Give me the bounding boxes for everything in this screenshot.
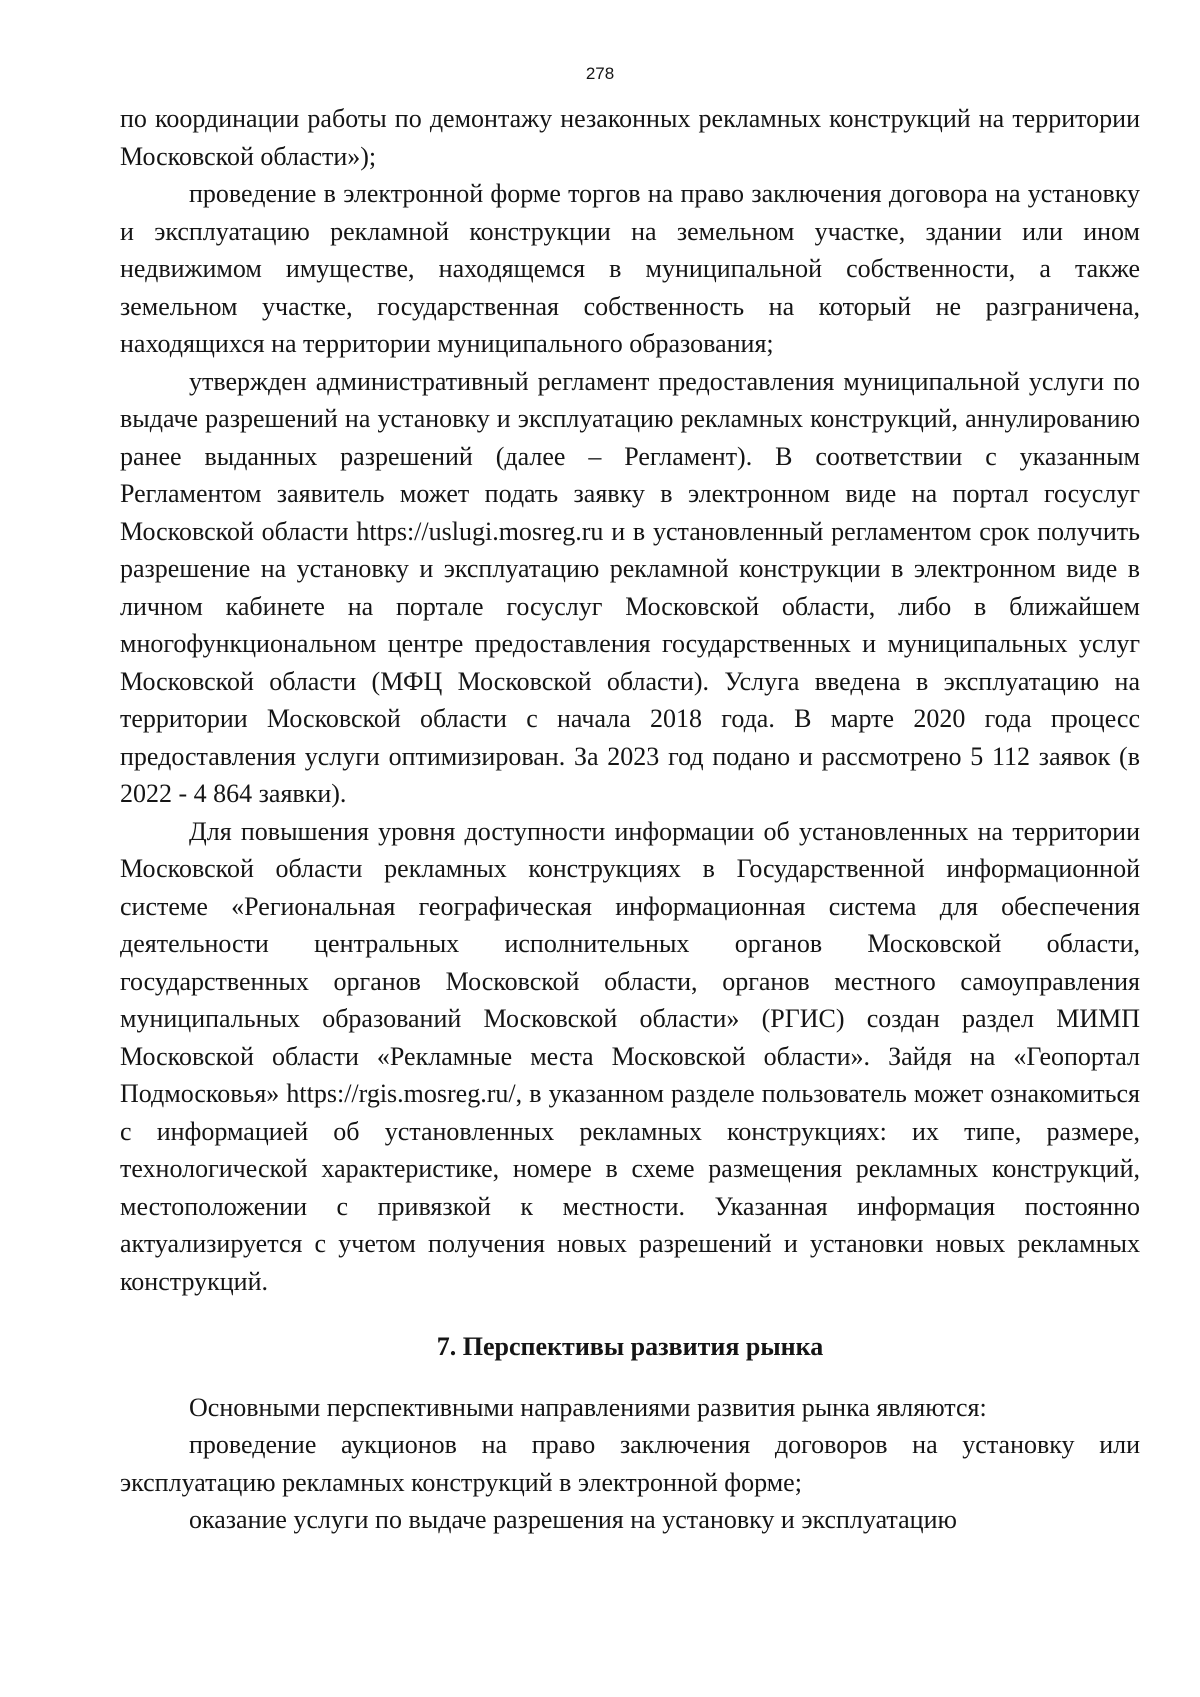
paragraph-perspectives-intro: Основными перспективными направлениями развития рынка являются: [189,1392,987,1422]
paragraph-permit-service: оказание услуги по выдаче разрешения на установку и эксплуатацию [189,1505,957,1534]
page-body [120,100,1140,1539]
page-number: 278 [585,64,615,83]
paragraph-rgis-geoportal: Для повышения уровня доступности информации об установленных на территории Московской области рекламных конструкциях в Государственной информационной системе «Региональная географическая информационная система для обеспечения деятельности центральных исполнительных органов Московской области, государственных органов Московской области, органов местного самоуправления муниципальных образований Московской области» (РГИС) создан раздел МИМП Московской области «Рекламные места Московской области». Зайдя на «Геопортал Подмосковья» https://rgis.mosreg.ru/, в указанном разделе пользователь может ознакомиться с информацией об установленных рекламных конструкциях: их типе, размере, технологической характеристике, номере в схеме размещения рекламных конструкций, местоположении с привязкой к местности. Указанная информация постоянно актуализируется с учетом получения новых разрешений и установки новых рекламных конструкций. [120,816,1140,1296]
section-heading: 7. Перспективы развития рынка [436,1332,824,1361]
paragraph-regulation: утвержден административный регламент предоставления муниципальной услуги по выдаче разрешений на установку и эксплуатацию рекламных конструкций, аннулированию ранее выданных разрешений (далее – Регламент). В соответствии с указанным Регламентом заявитель может подать заявку в электронном виде на портал госуслуг Московской области https://uslugi.mosreg.ru и в установленный регламентом срок получить разрешение на установку и эксплуатацию рекламной конструкции в электронном виде в личном кабинете на портале госуслуг Московской области, либо в ближайшем многофункциональном центре предоставления государственных и муниципальных услуг Московской области (МФЦ Московской области). Услуга введена в эксплуатацию на территории Московской области с начала 2018 года. В марте 2020 года процесс предоставления услуги оптимизирован. За 2023 год подано и рассмотрено 5 112 заявок (в 2022 - 4 864 заявки). [120,366,1140,808]
paragraph-electronic-tenders: проведение в электронной форме торгов на право заключения договора на установку и эксплуатацию рекламной конструкции на земельном участке, здании или ином недвижимом имуществе, находящемся в муниципальной собственности, а также земельном участке, государственная собственность на который не разграничена, находящихся на территории муниципального образования; [120,179,1140,358]
paragraph-auctions: проведение аукционов на право заключения договоров на установку или эксплуатацию рекламных конструкций в электронной форме; [120,1430,1140,1497]
paragraph-continuation: по координации работы по демонтажу незаконных рекламных конструкций на территории Московской области»); [120,104,1140,171]
